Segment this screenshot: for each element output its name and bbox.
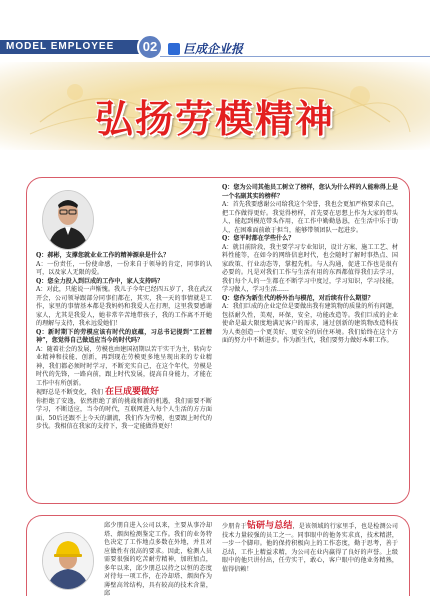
- qa-line: A：随着社会的发展，劳模也由建国初期以苦干实干为主，转向专业精神和技能、创新，再到现在劳模更多地呈现出来的专业精神，我们都必须时时学习，不断充实自己，在这个年代，劳模是时代的先锋，一路向前，跟上时代发展，提高自身能力，才能在工作中有所创新。: [36, 345, 212, 387]
- qa-line: 你拒绝了安逸，依然拒绝了新的挑战和新的机遇，我们需要不断学习，不断适应，当今的时代，互联网进入每个人生活的方方面面，50后还跟不上今天的潮流，我们作为劳模，也要跟上时代的步伐。我相信在我家的支持下，我一定能做得更好！: [36, 397, 212, 430]
- worker-portrait: [42, 532, 94, 590]
- qa-line: Q：您作为新生代的桥外治与模范，对后续有什么期望？: [222, 294, 374, 302]
- profile-right-text: 少朋肯于钻研与总结，是该领域的行家里手，也是检测公司技术力量较强的员工之一。同事眼中的他务实求真，技术精湛，一步一个脚印。他的保持积极向上的工作态度，勤于思考，善于总结，工作上精益求精，为公司在业内赢得了良好的声誉。上级眼中的他只讲付出，任劳实干，敢心，客户眼中的他业务精熟，值得信赖！: [222, 521, 398, 573]
- qa-line: A：一份责任，一份使命感，一份来自于领导的肯定，同事的认可，以及家人无限的爱。: [36, 260, 212, 276]
- brand-text: 巨成企业报: [183, 42, 244, 56]
- highlight-phrase: 在巨成要做好: [104, 387, 159, 397]
- qa-line: A：对此，只能说一声惭愧。我儿子今年已经四五岁了，我在武汉开会，公司领导跟部分同事们都在，其实，我一天的事情就是工作，家里的事情基本都是我妈妈和我爱人在打理，这里我要感谢家人，尤其是我爱人，她非常辛苦地带孩子，我的工作离不开她的理解与支持，我永远爱她们！: [36, 286, 212, 327]
- issue-number: 02: [137, 34, 163, 60]
- qa-line: Q：新时期下的劳模应该有时代的底蕴，习总书记提到“工匠精神”，您觉得自己做适应当今的时代吗？: [36, 328, 212, 344]
- qa-line: Q：郝彬，支撑您就业业工作的精神源泉是什么？: [36, 252, 170, 259]
- employee-portrait: [42, 190, 94, 250]
- page-title: 弘扬劳模精神: [94, 97, 335, 141]
- hardhat-worker-icon: [43, 533, 93, 589]
- interview-column-right: [222, 184, 398, 346]
- brand-logo-icon: [168, 43, 180, 55]
- section-label: MODEL EMPLOYEE: [6, 41, 115, 52]
- header-rule: [160, 56, 430, 57]
- qa-line: 视野总是不断变化，我们 在巨成要做好: [36, 387, 159, 397]
- profile-left-text: 邱少朋自进入公司以来，主要从事冷却塔、烟囱检测鉴定工作。我们的业务特色决定了工作地点多数在外地，并且对应做性有很高的要求。因此，检测人员需要很强的吃苦耐劳精神，加班加点，多年以来，邱少朋总以持之以恒的态度对待每一项工作，在冷却塔、烟囱作为薄壁高耸结构，具有较高的技术含量，邱: [104, 522, 212, 597]
- brand-name: [168, 40, 243, 57]
- qa-line: A：首先我要感谢公司给我这个荣誉，我也会更加严格要求自己，把工作做得更好。我觉得榜样，首先要在思想上作为大家的带头人，能起到模范带头作用，在工作中勤勤恳恳，在生活中乐于助人，在困难面前敢于担当，能够带领团队一起进步。: [222, 201, 398, 234]
- qa-line: A：我们巨成的企业定位是要做出我有建筑物的质量的所有问题，包括耐久性，美观，环保，安全，功能改造等。我们巨成的企业使命是最大限度地满足客户的需求，通过创新的建筑物改造科技为人类创造一个更美好、更安全的居住环境。我们始终在这个方面的努力中不断进步。作为新生代，我们要努力做好本职工作。: [222, 303, 398, 344]
- qa-line: Q：您平时都在学些什么？: [222, 235, 295, 242]
- header-ribbon: [0, 40, 160, 54]
- qa-line: Q：您全力投入到巨成的工作中，家人支持吗？: [36, 277, 164, 285]
- highlight-phrase: 钻研与总结: [246, 521, 293, 531]
- qa-line: Q：您为公司其他员工树立了榜样，您认为什么样的人能称得上是一个名副其实的榜样？: [222, 184, 398, 200]
- interview-column-left: [36, 252, 212, 432]
- portrait-icon: [43, 191, 93, 249]
- qa-line: A：就目前阶段，我主要学习专业知识，设计方案、施工工艺、材料性能等，在如今的网络信息时代，也会随时了解时事热点、国家政策、行业动态等，掌握先机。与人沟通，促进工作也是很有必要的。凡是对我们工作与生活有用的东西都值得我们去学习，我们每个人的一生都在不断学习中度过，学习知识，学习技能，学习做人，学习生活……: [222, 243, 398, 293]
